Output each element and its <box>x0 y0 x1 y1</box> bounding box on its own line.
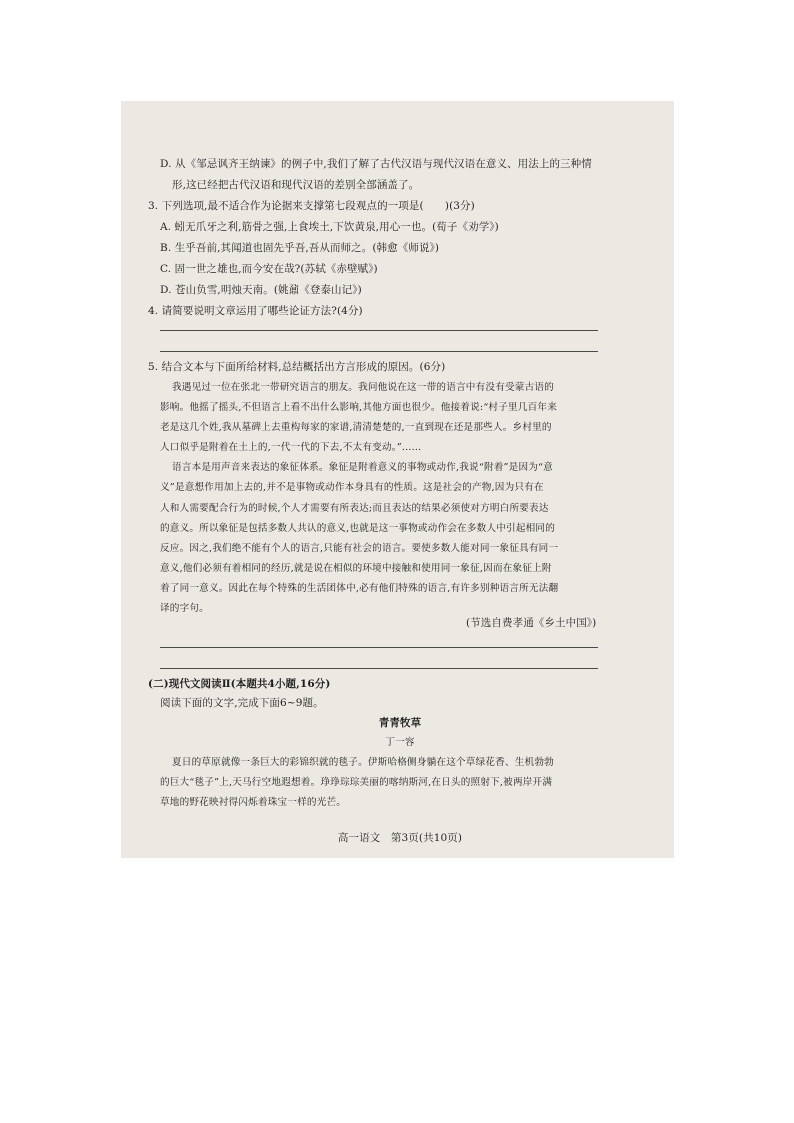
material-p1-line: 我遇见过一位在张北一带研究语言的朋友。我问他说在这一带的语言中有没有受蒙古语的 <box>172 382 554 393</box>
material-p2-line: 着了同一意义。因此在每个特殊的生活团体中,必有他们特殊的语言,有许多别种语言所无法翻 <box>160 583 559 594</box>
material-p1-line: 影响。他摇了摇头,不但语言上看不出什么影响,其他方面也很少。他接着说:“村子里几百年来 <box>160 402 557 413</box>
material-p2-line: 语言本是用声音来表达的象征体系。象征是附着意义的事物或动作,我说“附着”是因为“意 <box>172 462 553 473</box>
question-3-stem: 3. 下列选项,最不适合作为论据来支撑第七段观点的一项是( )(3分) <box>148 200 475 212</box>
story-author: 丁一容 <box>385 737 415 748</box>
question-3-option-d: D. 苍山负雪,明烛天南。(姚鼐《登泰山记》) <box>160 284 362 296</box>
option-d-prev-line1: D. 从《邹忌讽齐王纳谏》的例子中,我们了解了古代汉语与现代汉语在意义、用法上的三种情 <box>160 158 592 170</box>
story-p1-line: 的巨大“毯子”上,天马行空地遐想着。琤琤琮琮美丽的喀纳斯河,在日头的照射下,被两岸开满 <box>160 777 553 788</box>
answer-line <box>160 330 598 331</box>
material-p2-line: 义”是意想作用加上去的,并不是事物或动作本身具有的性质。这是社会的产物,因为只有在 <box>160 482 544 493</box>
material-p2-line: 反应。因之,我们绝不能有个人的语言,只能有社会的语言。要使多数人能对同一象征具有同一 <box>160 543 559 554</box>
material-p2-line: 意义,他们必须有着相同的经历,就是说在相似的环境中接触和使用同一象征,因而在象征上附 <box>160 563 552 574</box>
material-p2-line: 的意义。所以象征是包括多数人共认的意义,也就是这一事物或动作会在多数人中引起相同的 <box>160 523 555 534</box>
story-p1-line: 夏日的草原就像一条巨大的彩锦织就的毯子。伊斯哈格侧身躺在这个草绿花香、生机勃勃 <box>172 757 554 768</box>
question-3-option-b: B. 生乎吾前,其闻道也固先乎吾,吾从而师之。(韩愈《师说》) <box>160 242 440 254</box>
option-d-prev-line2: 形,这已经把古代汉语和现代汉语的差别全部涵盖了。 <box>172 179 420 191</box>
story-p1-line: 草地的野花映衬得闪烁着珠宝一样的光芒。 <box>160 797 347 808</box>
section-2-heading: (二)现代文阅读Ⅱ(本题共4小题,16分) <box>148 678 331 690</box>
material-p1-line: 人口似乎是附着在土上的,一代一代的下去,不太有变动。”...... <box>160 442 422 453</box>
question-4-stem: 4. 请简要说明文章运用了哪些论证方法?(4分) <box>148 305 363 317</box>
section-2-instruction: 阅读下面的文字,完成下面6~9题。 <box>160 697 324 709</box>
material-p2-line: 人和人需要配合行为的时候,个人才需要有所表达;而且表达的结果必须使对方明白所要表达 <box>160 503 549 514</box>
story-title: 青青牧草 <box>378 717 422 729</box>
answer-line <box>160 351 598 352</box>
page-footer: 高一语文 第3页(共10页) <box>337 832 463 844</box>
material-p2-line: 译的字句。 <box>160 603 209 614</box>
question-3-option-a: A. 蚓无爪牙之利,筋骨之强,上食埃土,下饮黄泉,用心一也。(荀子《劝学》) <box>160 221 499 233</box>
answer-line <box>160 668 598 669</box>
question-5-stem: 5. 结合文本与下面所给材料,总结概括出方言形成的原因。(6分) <box>148 361 446 373</box>
question-3-option-c: C. 固一世之雄也,而今安在哉?(苏轼《赤壁赋》) <box>160 263 378 275</box>
material-source: (节选自费孝通《乡土中国》) <box>466 617 597 629</box>
answer-line <box>160 647 598 648</box>
material-p1-line: 老是这几个姓,我从墓碑上去重构每家的家谱,清清楚楚的,一直到现在还是那些人。乡村里的 <box>160 422 552 433</box>
